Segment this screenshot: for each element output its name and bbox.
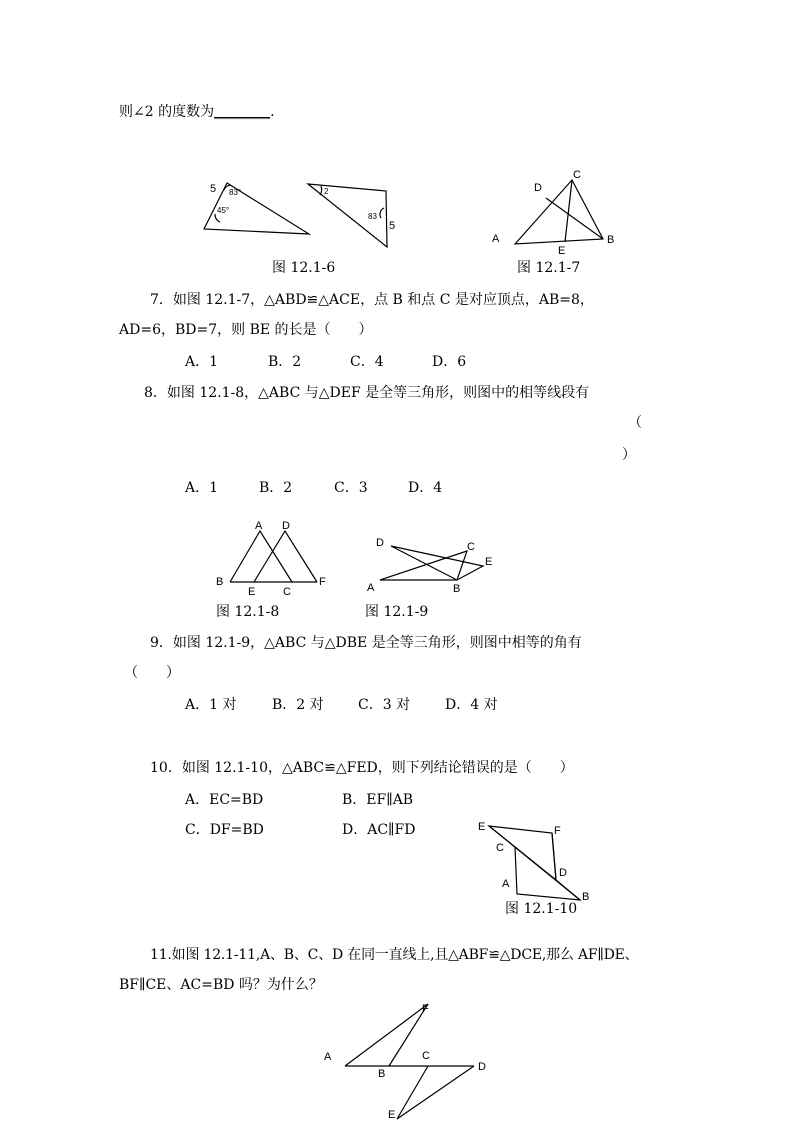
point-a: A — [502, 878, 510, 890]
figure-12-1-6 — [204, 183, 395, 247]
point-e: E — [388, 1109, 396, 1121]
point-d: D — [534, 182, 542, 194]
point-e: E — [558, 245, 566, 257]
point-b: B — [582, 891, 590, 903]
question-11-line2: BF∥CE、AC=BD 吗？为什么？ — [119, 977, 323, 993]
figure-caption-12-1-6: 图 12.1-6 — [272, 260, 336, 276]
point-b: B — [607, 234, 615, 246]
question-8-option-b: B．2 — [259, 480, 293, 496]
figure-12-1-8 — [216, 520, 326, 598]
segment-ce — [565, 180, 572, 242]
point-d: D — [282, 520, 290, 532]
point-d: D — [478, 1061, 486, 1073]
figure-12-1-9 — [367, 537, 492, 595]
point-e: E — [485, 556, 493, 568]
figure-caption-12-1-8: 图 12.1-8 — [216, 604, 280, 620]
triangle-abc — [515, 180, 603, 244]
angle-label-83: 83 — [368, 212, 377, 221]
question-10-option-d: D．AC∥FD — [342, 822, 416, 838]
figure-caption-12-1-10: 图 12.1-10 — [505, 901, 578, 917]
point-a: A — [255, 520, 263, 532]
angle-arc — [380, 208, 384, 218]
question-8-paren-open: （ — [628, 415, 642, 431]
point-f: F — [422, 1003, 429, 1015]
triangle-abc — [380, 551, 467, 580]
figure-12-1-11 — [324, 1003, 486, 1121]
question-7-line2: AD=6，BD=7，则 BE 的长是（ ） — [119, 322, 373, 338]
question-7-option-b: B．2 — [268, 354, 302, 370]
point-d: D — [559, 867, 567, 879]
side-label-5: 5 — [210, 183, 217, 195]
angle-label-83: 83° — [229, 188, 242, 197]
question-10-line1: 10．如图 12.1-10，△ABC≌△FED，则下列结论错误的是（ ） — [150, 760, 574, 776]
point-b: B — [378, 1068, 386, 1080]
question-9-line1: 9．如图 12.1-9，△ABC 与△DBE 是全等三角形，则图中相等的角有 — [150, 635, 582, 651]
point-d: D — [376, 537, 384, 549]
question-9-line2: （ ） — [124, 665, 180, 681]
point-c: C — [573, 169, 581, 181]
question-11-line1: 11.如图 12.1-11,A、B、C、D 在同一直线上,且△ABF≌△DCE,那么 AF∥DE、 — [150, 947, 639, 963]
triangle-abf — [345, 1004, 428, 1066]
question-7-line1: 7．如图 12.1-7，△ABD≌△ACE，点 B 和点 C 是对应顶点，AB=8， — [150, 292, 594, 308]
angle-label-2: 2 — [324, 187, 329, 196]
angle-label-45: 45° — [217, 206, 230, 215]
point-a: A — [492, 233, 500, 245]
segment-db — [546, 198, 603, 239]
question-7-option-a: A．1 — [185, 354, 219, 370]
question-8-option-a: A．1 — [185, 480, 219, 496]
question-tail-end: . — [270, 104, 275, 120]
triangle-dce — [397, 1066, 474, 1119]
question-8-option-c: C．3 — [334, 480, 368, 496]
question-9-option-d: D．4 对 — [445, 697, 498, 713]
point-c: C — [283, 586, 291, 598]
point-c: C — [422, 1050, 430, 1062]
question-8-option-d: D．4 — [408, 480, 443, 496]
point-a: A — [367, 582, 375, 594]
point-e: E — [478, 821, 486, 833]
angle-arc — [215, 214, 220, 222]
side-label-5: 5 — [389, 220, 396, 232]
question-9-option-c: C．3 对 — [358, 697, 411, 713]
point-b: B — [216, 576, 224, 588]
answer-blank: ________ — [214, 104, 271, 120]
point-f: F — [319, 576, 326, 588]
question-7-option-c: C．4 — [350, 354, 384, 370]
question-8-paren-close: ） — [622, 447, 636, 463]
figure-12-1-10 — [478, 821, 589, 903]
question-9-option-b: B．2 对 — [272, 697, 324, 713]
question-10-option-c: C．DF=BD — [185, 822, 264, 838]
figure-12-1-7 — [492, 169, 614, 257]
point-c: C — [496, 842, 504, 854]
point-f: F — [554, 825, 561, 837]
triangle-def — [254, 531, 317, 582]
question-7-option-d: D．6 — [432, 354, 467, 370]
question-10-option-b: B．EF∥AB — [342, 792, 414, 808]
question-10-option-a: A．EC=BD — [185, 792, 264, 808]
segment-fd — [552, 833, 556, 880]
figure-caption-12-1-7: 图 12.1-7 — [517, 260, 581, 276]
angle-arc — [320, 186, 322, 195]
point-e: E — [248, 586, 256, 598]
question-tail-text: 则∠2 的度数为 — [119, 104, 215, 120]
question-9-option-a: A．1 对 — [185, 697, 237, 713]
point-b: B — [453, 583, 461, 595]
segment-db — [556, 880, 580, 900]
triangle-abc — [230, 531, 292, 582]
question-8-line1: 8．如图 12.1-8，△ABC 与△DEF 是全等三角形，则图中的相等线段有 — [144, 385, 590, 401]
point-a: A — [324, 1051, 332, 1063]
point-c: C — [467, 541, 475, 553]
figure-caption-12-1-9: 图 12.1-9 — [365, 604, 429, 620]
